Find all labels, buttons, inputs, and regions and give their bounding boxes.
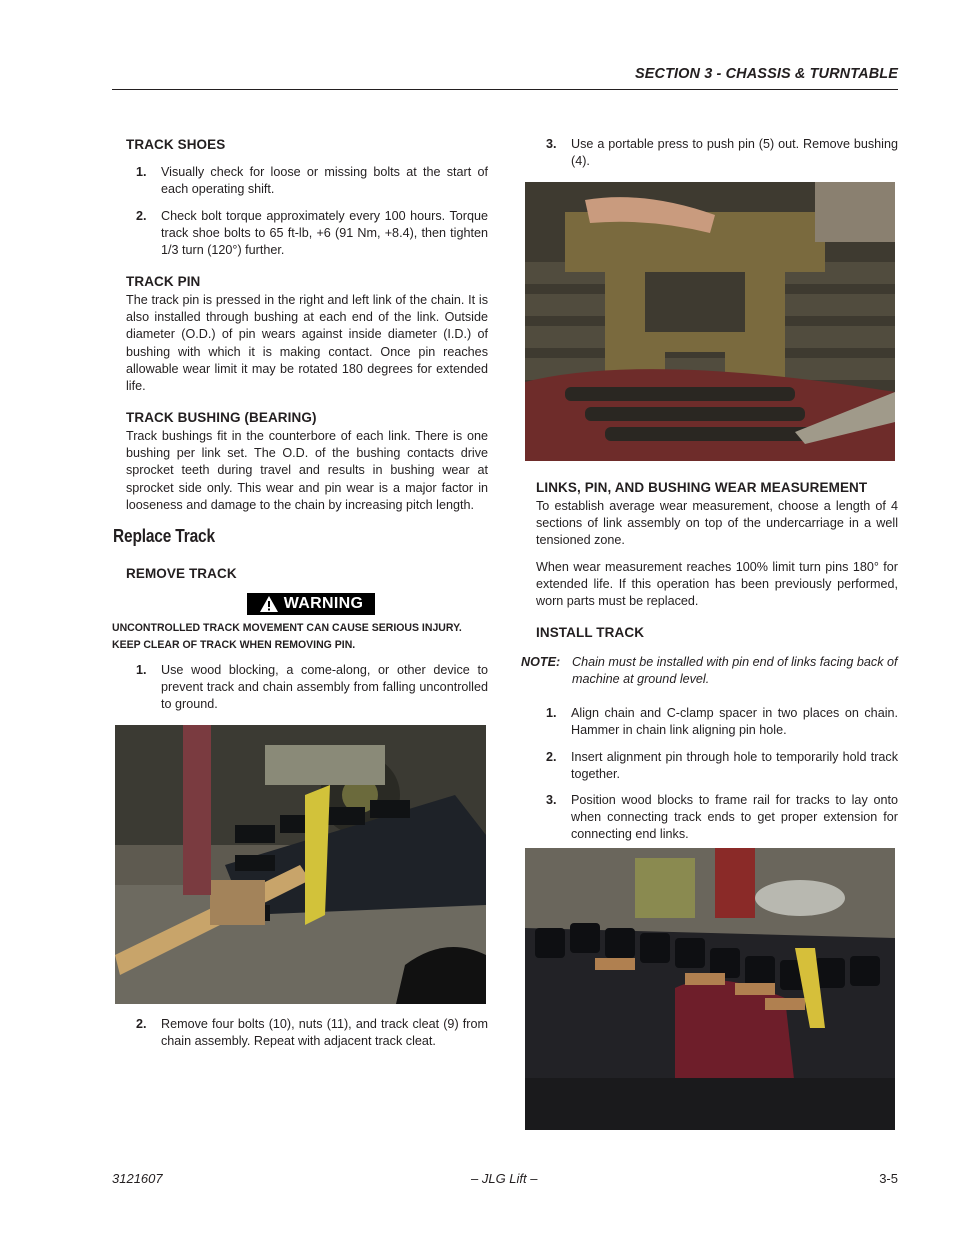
replace-track-heading: Replace Track [113,526,215,546]
step-text: Align chain and C-clamp spacer in two places on chain. Hammer in chain link aligning pin hole. [571,706,898,738]
step-number: 2. [136,209,147,223]
warning-message: UNCONTROLLED TRACK MOVEMENT CAN CAUSE SERIOUS INJURY. KEEP CLEAR OF TRACK WHEN REMOVING PIN. [112,622,462,651]
warning-triangle-icon [259,595,279,613]
footer-doc-number: 3121607 [112,1171,163,1186]
step-text: Position wood blocks to frame rail for tracks to lay onto when connecting track ends to get proper extension for connecting end links. [571,793,898,842]
step-text: Remove four bolts (10), nuts (11), and track cleat (9) from chain assembly. Repeat with adjacent track cleat. [161,1017,488,1049]
step-number: 1. [136,165,147,179]
photo-install-track [525,848,895,1130]
remove-track-step-3 [546,136,898,172]
step-text: Use a portable press to push pin (5) out. Remove bushing (4). [571,137,898,169]
step-number: 2. [546,750,557,764]
track-bushing-text: Track bushings fit in the counterbore of each link. There is one bushing per link set. The O.D. of the bushing contacts drive sprocket teeth during travel and results in bushing wear at sprocket side only. This wear and pin wear is a major factor in looseness and damage to the chain by increasing pitch length. [126,429,488,512]
remove-track-heading: REMOVE TRACK [126,566,237,581]
track-shoes-heading: TRACK SHOES [126,137,226,152]
footer-brand: – JLG Lift – [471,1171,538,1186]
install-track-step-3 [546,792,898,846]
install-track-step-2 [546,749,898,785]
section-title: SECTION 3 - CHASSIS & TURNTABLE [634,66,898,82]
wear-measurement-para-2: When wear measurement reaches 100% limit turn pins 180° for extended life. If this operation has been previously performed, worn parts must be replaced. [536,560,898,609]
track-shoes-step-1 [136,164,488,200]
install-track-step-1 [546,705,898,741]
step-text: Check bolt torque approximately every 100 hours. Torque track shoe bolts to 65 ft-lb, +6 (91 Nm, +8.4), then tighten 1/3 turn (120°) further. [161,209,488,258]
note-text: Chain must be installed with pin end of links facing back of machine at ground level. [572,655,898,687]
header-divider [112,89,898,90]
step-number: 2. [136,1017,147,1031]
step-text: Visually check for loose or missing bolts at the start of each operating shift. [161,165,488,197]
step-number: 1. [546,706,557,720]
track-shoes-step-2 [136,208,488,262]
track-pin-text: The track pin is pressed in the right and left link of the chain. It is also installed through bushing at each end of the link. Outside diameter (O.D.) of pin wears against inside diameter (I.D.) of bushing with which it is making contact. Once pin reaches allowable wear limit it may be rotated 180 degrees for extended life. [126,293,488,394]
note-label: NOTE: [521,655,561,669]
track-pin-heading: TRACK PIN [126,274,201,289]
photo-track-blocking [115,725,486,1004]
step-number: 3. [546,137,557,151]
wear-measurement-heading: LINKS, PIN, AND BUSHING WEAR MEASUREMENT [536,480,868,495]
remove-track-step-2 [136,1016,488,1052]
install-track-heading: INSTALL TRACK [536,625,645,640]
photo-portable-press [525,182,895,461]
warning-label-text: WARNING [283,595,364,612]
step-number: 1. [136,663,147,677]
wear-measurement-para-1: To establish average wear measurement, choose a length of 4 sections of link assembly on top of the undercarriage in a well tensioned zone. [536,499,898,548]
step-text: Insert alignment pin through hole to temporarily hold track together. [571,750,898,782]
remove-track-step-1 [136,662,488,716]
step-number: 3. [546,793,557,807]
warning-label [247,593,375,615]
step-text: Use wood blocking, a come-along, or other device to prevent track and chain assembly from falling uncontrolled to ground. [161,663,488,712]
track-bushing-heading: TRACK BUSHING (BEARING) [126,410,317,425]
footer-page-number: 3-5 [879,1171,898,1186]
